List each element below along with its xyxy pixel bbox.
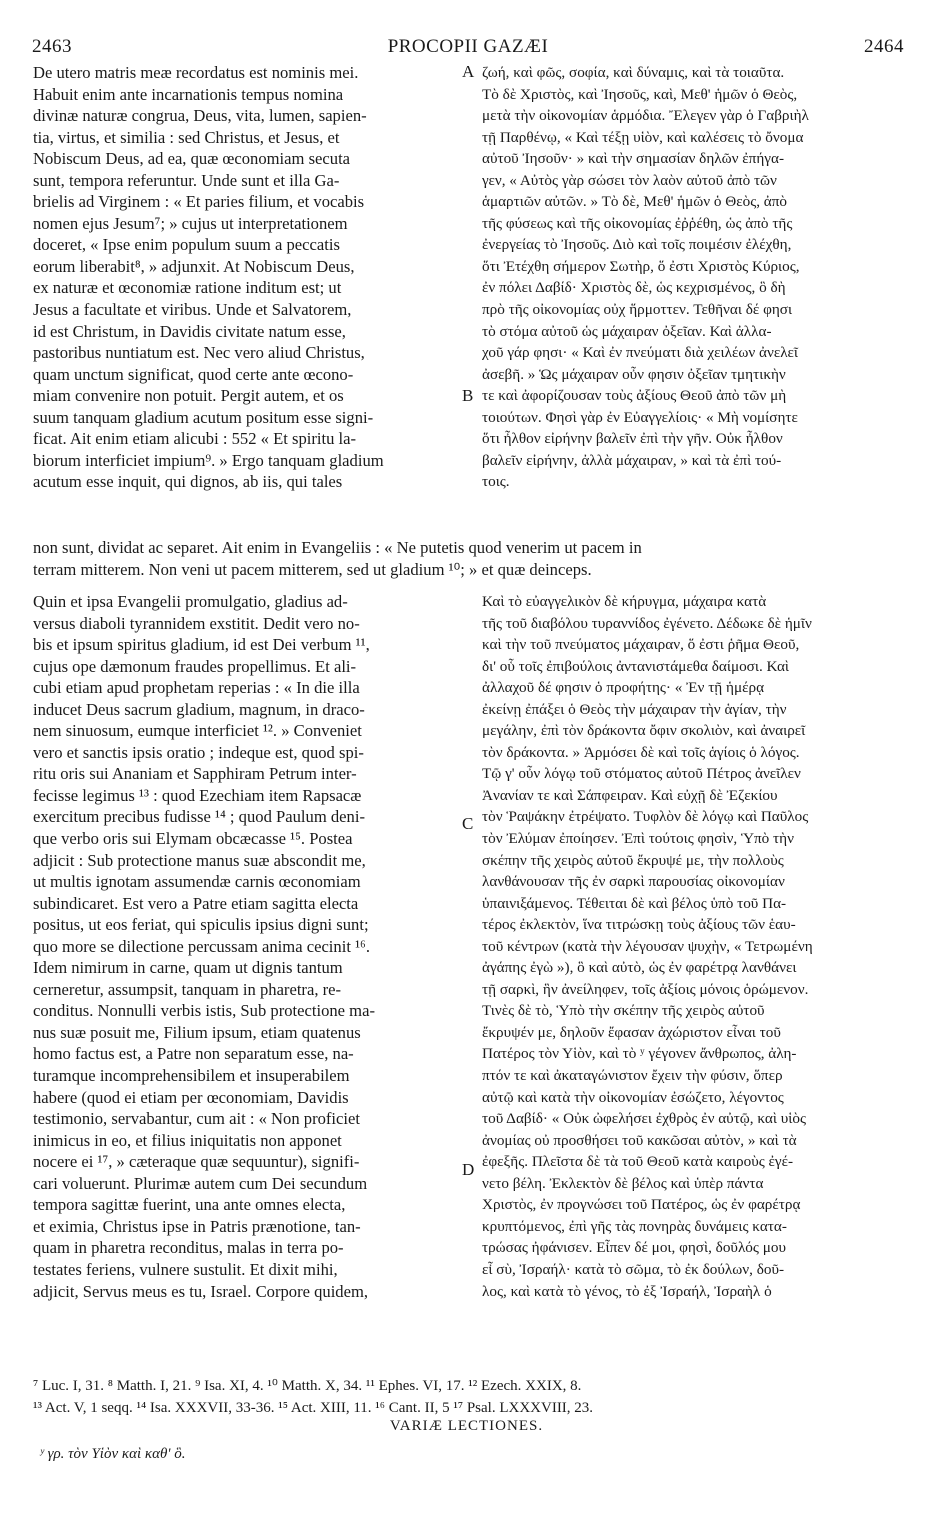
latin-line: adjicit, Servus meus es tu, Israel. Corpore quidem, — [33, 1281, 369, 1301]
margin-marker-b: B — [462, 386, 474, 405]
latin-line: inducet Deus sacrum gladium, magnum, in draco- — [33, 699, 365, 719]
latin-line: Idem nimirum in carne, quam ut dignis tantum — [33, 958, 343, 978]
greek-line: χοῦ γάρ φησι· « Καὶ ἐν πνεύματι διὰ χειλέων ἀνελεῖ — [482, 344, 799, 362]
greek-line: κρυπτόμενος, ἐπὶ γῆς τὰς πονηρὰς δυνάμεις κατα- — [482, 1217, 787, 1235]
greek-line: τῆς τοῦ διαβόλου τυραννίδος ἐγένετο. Δέδωκε δὲ ἡμῖν — [482, 614, 812, 632]
latin-line: fecisse legimus ¹³ : quod Ezechiam item Rapsacæ — [33, 785, 362, 805]
latin-line: Habuit enim ante incarnationis tempus nomina — [33, 84, 344, 104]
latin-line: turamque incomprehensibilem et insuperabilem — [33, 1066, 350, 1086]
greek-line: Πατέρος τὸν Υἱὸν, καὶ τὸ ʸ γέγονεν ἄνθρωπος, ἀλη- — [482, 1045, 797, 1063]
variae-lectiones-heading: VARIÆ LECTIONES. — [389, 1418, 544, 1434]
latin-line: cerneretur, assumpsit, tanquam in pharetra, re- — [33, 979, 342, 999]
greek-line: τὸν δράκοντα. » Ἁρμόσει δὲ καὶ τοῖς ἁγίοις ὁ λόγος. — [482, 743, 800, 761]
greek-line: μετὰ τὴν οἰκονομίαν ἁρμόδια. Ἔλεγεν γὰρ ὁ Γαβριὴλ — [482, 107, 809, 125]
greek-line: ἁμαρτιῶν αὐτῶν. » Τὸ δὲ, Μεθ' ἡμῶν ὁ Θεὸς, ἀπὸ — [482, 193, 788, 211]
latin-line: versus diaboli tyrannidem exstitit. Dedit vero no- — [33, 613, 360, 633]
full-line: non sunt, dividat ac separet. Ait enim in Evangeliis : « Ne putetis quod venerim ut pacem in — [33, 538, 642, 557]
latin-line: quo more se dilectione percussam anima cecinit ¹⁶. — [33, 936, 370, 956]
greek-line: ὅτι ἦλθον εἰρήνην βαλεῖν ἐπὶ τὴν γῆν. Οὐκ ἦλθον — [482, 430, 783, 448]
latin-line: quam in pharetra reconditus, malas in terra po- — [33, 1238, 344, 1258]
latin-line: eorum liberabit⁸, » adjunxit. At Nobiscum Deus, — [33, 256, 355, 276]
latin-line: homo factus est, a Patre non separatum esse, na- — [33, 1044, 354, 1064]
greek-line: σκέπην τῆς χειρὸς αὐτοῦ ἔκρυψέ με, τὴν πολλοὺς — [482, 851, 784, 869]
greek-line: μεγάλην, ἐπὶ τὸν δράκοντα ὄφιν σκολιὸν, καὶ ἀναιρεῖ — [482, 722, 806, 740]
greek-line: ἀλλαχοῦ δέ φησιν ὁ προφήτης· « Ἐν τῇ ἡμέρᾳ — [482, 679, 765, 697]
margin-marker-d: D — [462, 1160, 475, 1179]
greek-line: ἐν πόλει Δαβίδ· Χριστὸς δὲ, ὡς κεχρισμένος, ὃ δὴ — [482, 279, 786, 297]
greek-line: τε καὶ ἀφορίζουσαν τοὺς ἀξίους Θεοῦ ἀπὸ τῶν μὴ — [482, 387, 787, 405]
running-header — [32, 36, 904, 60]
greek-line: δι' οὗ τοῖς ἐπιβούλοις ἀντανιστάμεθα δαίμοσι. Καὶ — [482, 657, 789, 675]
greek-line: ἀνομίας οὐ προσθήσει τοῦ κακῶσαι αὐτὸν, » καὶ τὰ — [482, 1131, 797, 1149]
footnote-line: ⁷ Luc. I, 31. ⁸ Matth. I, 21. ⁹ Isa. XI, 4. ¹⁰ Matth. X, 34. ¹¹ Ephes. VI, 17. ¹² Ezech. XXIX, 8. — [33, 1378, 582, 1394]
greek-line: τὸν Ἐλύμαν ἐποίησεν. Ἐπὶ τούτοις φησὶν, Ὑπὸ τὴν — [482, 830, 794, 848]
greek-line: τοιούτων. Φησὶ γὰρ ἐν Εὐαγγελίοις· « Μὴ νομίσητε — [482, 408, 798, 426]
greek-line: ὅτι Ἐτέχθη σήμερον Σωτὴρ, ὅ ἐστι Χριστὸς Κύριος, — [482, 257, 800, 275]
greek-line: τὸ στόμα αὐτοῦ ὡς μάχαιραν ὀξεῖαν. Καὶ ἀλλα- — [482, 322, 772, 340]
full-line: terram mitterem. Non veni ut pacem mitterem, sed ut gladium ¹⁰; » et quæ deinceps. — [33, 559, 592, 579]
latin-line: Jesus a facultate et viribus. Unde et Salvatorem, — [33, 300, 352, 320]
latin-line: miam convenire non potuit. Pergit autem, et os — [33, 386, 344, 406]
latin-line: tempora sagittæ fuerint, una ante omnes electa, — [33, 1195, 346, 1215]
latin-line: ritu oris sui Ananiam et Sapphiram Petrum inter- — [33, 764, 357, 784]
latin-line: subindicaret. Est vero a Patre etiam sagitta electa — [33, 893, 359, 913]
greek-line: καὶ τὴν τοῦ πνεύματος μάχαιραν, ὅ ἐστι ῥῆμα Θεοῦ, — [482, 636, 800, 654]
latin-line: nomen ejus Jesum⁷; » cujus ut interpretationem — [33, 213, 348, 233]
greek-column-top — [482, 62, 902, 493]
latin-line: nocere ei ¹⁷, » cæteraque quæ sequuntur), signifi- — [33, 1152, 360, 1172]
margin-marker-c: C — [462, 814, 474, 833]
latin-line: conditus. Nonnulli verbis istis, Sub protectione ma- — [33, 1001, 375, 1021]
latin-line: adjicit : Sub protectione manus suæ abscondit me, — [33, 850, 366, 870]
latin-line: exercitum precibus fudisse ¹⁴ ; quod Paulum deni- — [33, 807, 365, 827]
greek-line: νετο βέλη. Ἐκλεκτὸν δὲ βέλος καὶ ὑπὲρ πάντα — [482, 1174, 764, 1192]
greek-line: λανθάνουσαν τῆς ἐν σαρκὶ παρουσίας οἰκονομίαν — [482, 873, 785, 891]
latin-line: acutum esse inquit, qui dignos, ab iis, qui tales — [33, 472, 343, 492]
latin-line: Quin et ipsa Evangelii promulgatio, gladius ad- — [33, 592, 348, 611]
greek-line: αὐτῷ καὶ κατὰ τὴν οἰκονομίαν ἐσώζετο, λέγοντος — [482, 1088, 784, 1106]
greek-line: γεν, « Αὐτὸς γὰρ σώσει τὸν λαὸν αὐτοῦ ἀπὸ τῶν — [482, 171, 777, 189]
latin-line: testimonio, servabantur, cum ait : « Non proficiet — [33, 1109, 360, 1129]
greek-line: Καὶ τὸ εὐαγγελικὸν δὲ κήρυγμα, μάχαιρα κατὰ — [482, 593, 767, 610]
latin-line: nem sinuosum, eumque interficiet ¹². » Conveniet — [33, 721, 362, 741]
variae-lectiones-note: ʸ γρ. τὸν Υἱὸν καὶ καθ' ὃ. — [40, 1446, 186, 1462]
latin-column-bottom — [33, 591, 457, 1302]
greek-line: εἶ σὺ, Ἰσραήλ· κατὰ τὸ σῶμα, τὸ ἐκ δούλων, δοῦ- — [482, 1260, 785, 1278]
full-width-lines — [33, 537, 903, 580]
latin-line: tia, virtus, et similia : sed Christus, et Jesus, et — [33, 127, 340, 147]
latin-line: vero et sanctis ipsis oratio ; indeque est, quod spi- — [33, 742, 364, 762]
latin-line: doceret, « Ipse enim populum suum a peccatis — [33, 235, 340, 255]
latin-line: cujus ope dæmonum fraudes propellimus. Et ali- — [33, 656, 357, 676]
greek-line: βαλεῖν εἰρήνην, ἀλλὰ μάχαιραν, » καὶ τὰ ἐπὶ τού- — [482, 451, 782, 469]
greek-line: λος, καὶ κατὰ τὸ γένος, τὸ ἐξ Ἰσραήλ, Ἰσραὴλ ὁ — [482, 1282, 772, 1300]
latin-line: cubi etiam apud prophetam reperias : « In die illa — [33, 678, 360, 698]
greek-line: τῇ Παρθένῳ, « Καὶ τέξῃ υἱὸν, καὶ καλέσεις τὸ ὄνομα — [482, 128, 804, 146]
greek-line: τῇ σαρκὶ, ἣν ἀνείληφεν, τοῖς ἀξίοις μόνοις ὁρώμενον. — [482, 980, 809, 998]
greek-line: τοῦ κέντρων (κατὰ τὴν λέγουσαν ψυχὴν, « Τετρωμένη — [482, 937, 813, 955]
latin-line: divinæ naturæ congrua, Deus, vita, lumen, sapien- — [33, 106, 367, 126]
greek-line: ἔκρυψέν με, δηλοῦν ἔφασαν ἀχώριστον εἶναι τοῦ — [482, 1023, 781, 1041]
latin-line: cari voluerunt. Plurimæ autem cum Dei secundum — [33, 1173, 368, 1193]
greek-line: αὐτοῦ Ἰησοῦν· » καὶ τὴν σημασίαν δηλῶν ἐπήγα- — [482, 150, 785, 168]
greek-line: Ἀνανίαν τε καὶ Σάπφειραν. Καὶ εὐχῇ δὲ Ἐζεκίου — [482, 786, 778, 804]
greek-line: Χριστὸς, ἐν προγνώσει τοῦ Πατέρος, ὡς ἐν φαρέτρᾳ — [482, 1196, 801, 1214]
latin-line: ut multis ignotam assumendæ carnis œconomiam — [33, 872, 361, 892]
latin-line: inimicus in eo, et filius iniquitatis non apponet — [33, 1130, 342, 1150]
latin-line: testates feriens, vulnere sustulit. Et dixit mihi, — [33, 1259, 338, 1279]
greek-line: Τῷ γ' οὖν λόγῳ τοῦ στόματος αὐτοῦ Πέτρος ἀνεῖλεν — [482, 765, 801, 783]
greek-line: Τὸ δὲ Χριστὸς, καὶ Ἰησοῦς, καὶ, Μεθ' ἡμῶν ὁ Θεὸς, — [482, 85, 798, 103]
latin-line: bis et ipsum spiritus gladium, id est Dei verbum ¹¹, — [33, 635, 370, 655]
latin-line: Nobiscum Deus, ad ea, quæ œconomiam secuta — [33, 149, 351, 169]
latin-line: brielis ad Virginem : « Et paries filium, et vocabis — [33, 192, 365, 212]
greek-line: τοις. — [482, 473, 510, 491]
footnote-line: ¹³ Act. V, 1 seqq. ¹⁴ Isa. XXXVII, 33-36. ¹⁵ Act. XIII, 11. ¹⁶ Cant. II, 5 ¹⁷ Psal. LXXXVIII, 23. — [33, 1399, 594, 1416]
greek-line: τρώσας ἠφάνισεν. Εἶπεν δέ μοι, φησὶ, δοῦλός μου — [482, 1239, 786, 1257]
greek-line: τέρος ἐκλεκτὸν, ἵνα τιτρώσκῃ τοὺς ἀξίους τῶν ἑαυ- — [482, 916, 796, 934]
greek-line: πτόν τε καὶ ἀκαταγώνιστον ἔχειν τὴν φύσιν, ὅπερ — [482, 1067, 783, 1085]
greek-line: Τινὲς δὲ τὸ, Ὑπὸ τὴν σκέπην τῆς χειρὸς αὐτοῦ — [482, 1002, 765, 1020]
greek-column-bottom — [482, 591, 902, 1302]
latin-line: nus suæ posuit me, Filium ipsum, etiam quatenus — [33, 1022, 361, 1042]
greek-line: ἐφεξῆς. Πλεῖστα δὲ τὰ τοῦ Θεοῦ κατὰ καιροὺς ἐγέ- — [482, 1153, 794, 1171]
greek-line: ἐνεργείας τὸ Ἰησοῦς. Διὸ καὶ τοῖς ποιμέσιν ἐλέχθη, — [482, 236, 792, 254]
latin-line: et eximia, Christus ipse in Patris prænotione, tan- — [33, 1216, 361, 1236]
greek-line: πρὸ τῆς οἰκονομίας οὐχ ἥρμοττεν. Τεθῆναι δέ φησι — [482, 301, 793, 319]
latin-line: positus, ut eos feriat, qui spiculis ipsius digni sunt; — [33, 915, 369, 935]
greek-line: ζωή, καὶ φῶς, σοφία, καὶ δύναμις, καὶ τὰ τοιαῦτα. — [482, 64, 785, 81]
latin-line: que verbo oris sui Elymam obcæcasse ¹⁵. Postea — [33, 829, 353, 849]
running-title: PROCOPII GAZÆI — [387, 36, 549, 57]
latin-line: pastoribus nuntiatum est. Nec vero aliud Christus, — [33, 343, 365, 363]
latin-line: De utero matris meæ recordatus est nominis mei. — [33, 63, 359, 82]
greek-line: τοῦ Δαβίδ· « Οὐκ ὠφελήσει ἐχθρὸς ἐν αὐτῷ, καὶ υἱὸς — [482, 1110, 806, 1128]
greek-line: τὸν Ῥαψάκην ἐτρέψατο. Τυφλὸν δὲ λόγῳ καὶ Παῦλος — [482, 808, 809, 826]
latin-line: quam unctum significat, quod certe ante œcono- — [33, 364, 354, 384]
greek-line: ὑπαινιξάμενος. Τέθειται δὲ καὶ βέλος ὑπὸ τοῦ Πα- — [482, 894, 787, 912]
greek-line: τῆς φύσεως καὶ τῆς οἰκονομίας ἐῤῥέθη, ὡς ἀπὸ τῆς — [482, 214, 793, 232]
greek-line: ἐκείνῃ ἐπάξει ὁ Θεὸς τὴν μάχαιραν τὴν ἁγίαν, τὴν — [482, 700, 787, 718]
greek-line: ἀσεβῆ. » Ὡς μάχαιραν οὖν φησιν ὀξεῖαν τμητικὴν — [482, 365, 786, 383]
latin-line: ex naturæ et œconomiæ ratione inditum est; ut — [33, 278, 342, 298]
footnotes — [33, 1376, 903, 1419]
latin-line: suum tanquam gladium acutum positum esse signi- — [33, 407, 374, 427]
latin-line: habere (quod ei etiam per œconomiam, Davidis — [33, 1087, 349, 1107]
page-number-right: 2464 — [864, 36, 904, 57]
latin-line: ficat. Ait enim etiam alicubi : 552 « Et spiritu la- — [33, 429, 357, 449]
greek-line: ἀγάπης ἐγὼ »), ὃ καὶ αὐτὸ, ὡς ἐν φαρέτρᾳ λανθάνει — [482, 959, 797, 977]
latin-column-top — [33, 62, 457, 493]
latin-line: id est Christum, in Davidis civitate natum esse, — [33, 321, 346, 341]
margin-marker-a: A — [462, 62, 475, 81]
latin-line: sunt, tempora referuntur. Unde sunt et illa Ga- — [33, 170, 340, 190]
latin-line: biorum interficiet impium⁹. » Ergo tanquam gladium — [33, 450, 384, 470]
page-number-left: 2463 — [32, 36, 72, 57]
